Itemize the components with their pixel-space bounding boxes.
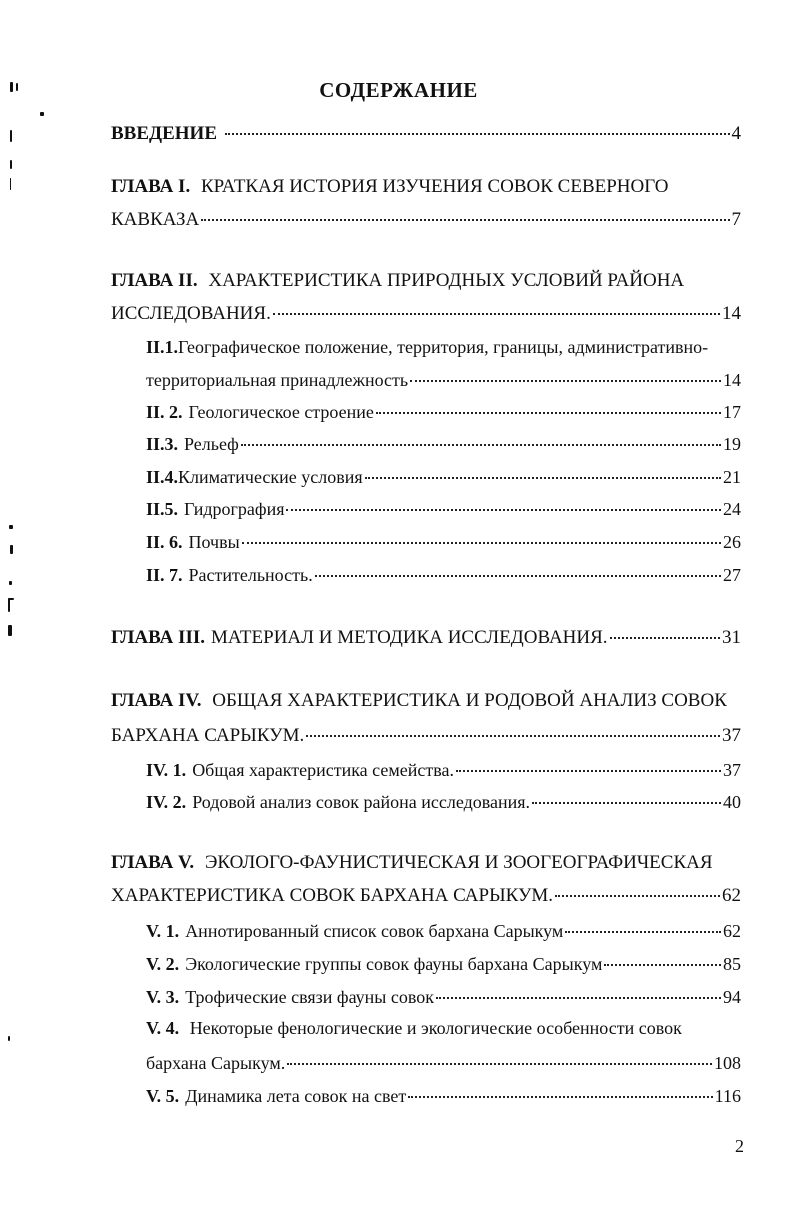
page-title: СОДЕРЖАНИЕ	[319, 78, 478, 102]
entry-text: КРАТКАЯ ИСТОРИЯ ИЗУЧЕНИЯ СОВОК СЕВЕРНОГО	[200, 176, 669, 197]
entry-page: 94	[723, 987, 741, 1007]
entry-label: IV. 2.	[146, 792, 187, 812]
entry-text: Экологические группы совок фауны бархана Сарыкум	[185, 954, 603, 974]
entry-text-cont: ИССЛЕДОВАНИЯ.	[111, 303, 271, 324]
toc-entry-2-3	[146, 432, 741, 458]
entry-page: 37	[723, 760, 741, 780]
dot-leader	[201, 219, 729, 221]
scan-speck	[10, 130, 12, 142]
dot-leader	[365, 477, 721, 479]
entry-text: МАТЕРИАЛ И МЕТОДИКА ИССЛЕДОВАНИЯ.	[210, 627, 608, 648]
entry-label: ГЛАВА IV.	[111, 690, 202, 711]
scan-speck	[9, 525, 13, 529]
toc-entry-chapter-4	[111, 690, 727, 712]
entry-label: V. 3.	[146, 987, 180, 1007]
entry-page: 14	[723, 370, 741, 390]
dot-leader	[241, 444, 721, 446]
entry-text: Динамика лета совок на свет	[185, 1086, 407, 1106]
entry-label: ВВЕДЕНИЕ	[111, 123, 217, 144]
entry-label: II.4.	[146, 467, 179, 487]
entry-text: Геологическое строение	[188, 402, 374, 422]
toc-entry-introduction	[111, 122, 741, 148]
entry-page: 108	[714, 1053, 741, 1073]
entry-text: ЭКОЛОГО-ФАУНИСТИЧЕСКАЯ И ЗООГЕОГРАФИЧЕСКАЯ	[204, 852, 713, 873]
dot-leader	[610, 637, 720, 639]
entry-page: 62	[722, 885, 741, 906]
entry-label: ГЛАВА I.	[111, 176, 191, 197]
toc-entry-2-4	[146, 465, 741, 491]
toc-entry-4-1	[146, 758, 741, 784]
entry-label: II. 7.	[146, 565, 183, 585]
entry-text: Трофические связи фауны совок	[185, 987, 434, 1007]
dot-leader	[225, 133, 730, 135]
scan-speck	[9, 581, 12, 585]
entry-text-cont: территориальная принадлежность	[146, 370, 409, 390]
toc-entry-4-2	[146, 790, 741, 816]
entry-text: Гидрография	[184, 499, 285, 519]
toc-entry-5-2	[146, 952, 741, 978]
entry-text: Географическое положение, территория, границы, административно-	[178, 337, 709, 357]
entry-label: V. 4.	[146, 1018, 180, 1038]
entry-text: Некоторые фенологические и экологические особенности совок	[189, 1018, 682, 1038]
scan-speck	[16, 83, 18, 91]
entry-text: ХАРАКТЕРИСТИКА ПРИРОДНЫХ УСЛОВИЙ РАЙОНА	[208, 270, 685, 291]
dot-leader	[287, 1063, 712, 1065]
toc-entry-2-2	[146, 400, 741, 426]
page-number: 2	[735, 1136, 744, 1156]
toc-entry-chapter-5-cont	[111, 884, 741, 910]
entry-label: II. 2.	[146, 402, 183, 422]
toc-entry-chapter-2-cont	[111, 302, 741, 328]
dot-leader	[532, 802, 721, 804]
entry-text: Почвы	[188, 532, 240, 552]
toc-entry-2-1	[146, 337, 708, 358]
entry-text: Климатические условия	[178, 467, 363, 487]
scan-speck	[10, 178, 11, 190]
entry-page: 85	[723, 954, 741, 974]
scan-speck	[8, 1036, 10, 1041]
entry-page: 31	[722, 627, 741, 648]
dot-leader	[242, 542, 721, 544]
entry-label: II. 6.	[146, 532, 183, 552]
entry-page: 24	[723, 499, 741, 519]
entry-page: 4	[731, 123, 741, 144]
entry-page: 27	[723, 565, 741, 585]
dot-leader	[565, 931, 721, 933]
dot-leader	[604, 964, 721, 966]
toc-entry-chapter-2	[111, 270, 684, 292]
toc-entry-2-5	[146, 497, 741, 523]
entry-page: 19	[723, 434, 741, 454]
entry-text: Рельеф	[184, 434, 239, 454]
dot-leader	[376, 412, 721, 414]
toc-entry-chapter-3	[111, 626, 741, 652]
entry-label: ГЛАВА II.	[111, 270, 198, 291]
entry-page: 17	[723, 402, 741, 422]
toc-entry-chapter-1-cont	[111, 208, 741, 234]
dot-leader	[408, 1096, 712, 1098]
dot-leader	[306, 735, 720, 737]
entry-label: II.1.	[146, 337, 179, 357]
entry-label: V. 2.	[146, 954, 180, 974]
dot-leader	[410, 380, 721, 382]
toc-entry-5-1	[146, 919, 741, 945]
entry-page: 7	[731, 209, 741, 230]
entry-page: 26	[723, 532, 741, 552]
entry-page: 116	[714, 1086, 741, 1106]
dot-leader	[456, 770, 721, 772]
scan-speck	[10, 545, 13, 554]
dot-leader	[315, 575, 721, 577]
toc-entry-2-6	[146, 530, 741, 556]
toc-entry-2-1-cont	[146, 368, 741, 394]
entry-text-cont: бархана Сарыкум.	[146, 1053, 286, 1073]
toc-entry-5-4	[146, 1018, 682, 1039]
dot-leader	[273, 313, 720, 315]
entry-page: 62	[723, 921, 741, 941]
scan-speck	[10, 82, 13, 92]
entry-text: Аннотированный список совок бархана Сарыкум	[185, 921, 564, 941]
entry-label: V. 5.	[146, 1086, 180, 1106]
entry-page: 37	[722, 725, 741, 746]
entry-page: 40	[723, 792, 741, 812]
scan-speck	[40, 112, 44, 116]
toc-entry-chapter-1	[111, 176, 668, 198]
entry-page: 14	[722, 303, 741, 324]
toc-entry-5-5	[146, 1084, 741, 1110]
entry-label: II.5.	[146, 499, 179, 519]
entry-text: Родовой анализ совок района исследования.	[192, 792, 531, 812]
toc-entry-chapter-4-cont	[111, 724, 741, 750]
entry-label: V. 1.	[146, 921, 180, 941]
dot-leader	[555, 895, 720, 897]
entry-text: Растительность.	[188, 565, 313, 585]
entry-label: IV. 1.	[146, 760, 187, 780]
entry-text: Общая характеристика семейства.	[192, 760, 454, 780]
toc-entry-2-7	[146, 563, 741, 589]
scan-speck	[10, 160, 12, 169]
toc-entry-5-3	[146, 985, 741, 1011]
entry-text-cont: ХАРАКТЕРИСТИКА СОВОК БАРХАНА САРЫКУМ.	[111, 885, 554, 906]
toc-entry-chapter-5	[111, 852, 713, 874]
entry-text-cont: БАРХАНА САРЫКУМ.	[111, 725, 305, 746]
scan-speck	[8, 625, 12, 636]
toc-entry-5-4-cont	[146, 1051, 741, 1077]
entry-label: ГЛАВА V.	[111, 852, 195, 873]
entry-text-cont: КАВКАЗА	[111, 209, 200, 230]
entry-label: ГЛАВА III.	[111, 627, 205, 648]
entry-page: 21	[723, 467, 741, 487]
entry-label: II.3.	[146, 434, 179, 454]
dot-leader	[436, 997, 721, 999]
scan-speck	[8, 598, 10, 612]
entry-text: ОБЩАЯ ХАРАКТЕРИСТИКА И РОДОВОЙ АНАЛИЗ СОВОК	[212, 690, 727, 711]
dot-leader	[286, 509, 721, 511]
